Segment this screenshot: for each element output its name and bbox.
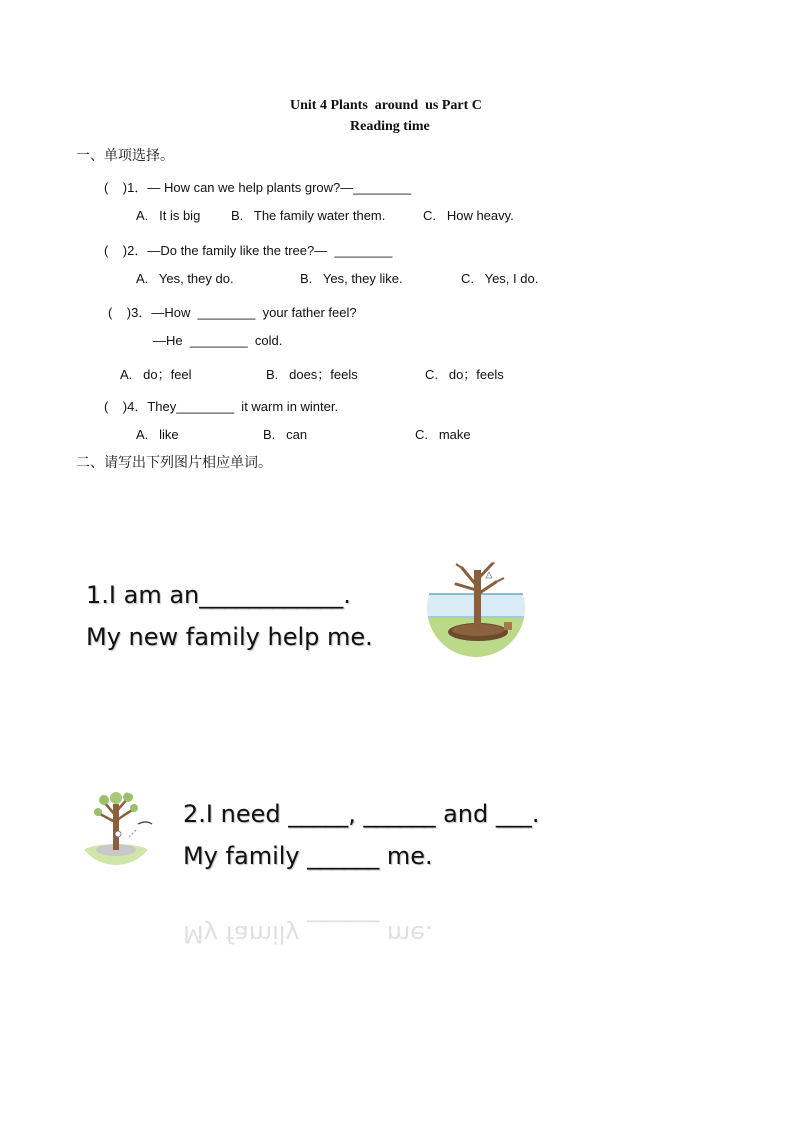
question-2: ( )2．—Do the family like the tree?— ________ — [104, 243, 393, 258]
item-1-line-2: My new family help me. — [86, 623, 373, 651]
item-1-line-1: 1.I am an____________. — [86, 581, 351, 609]
question-2-option-a: A. Yes, they do. — [136, 271, 234, 286]
question-1: ( )1．— How can we help plants grow?—________ — [104, 180, 412, 195]
question-3: ( )3．—How ________ your father feel? — [108, 305, 357, 320]
question-1-option-c: C. How heavy. — [423, 208, 514, 223]
item-2-line-2: My family ______ me. — [183, 842, 433, 870]
question-4-option-a: A. like — [136, 427, 179, 442]
item-2-reflection: My family ______ me. — [183, 920, 433, 948]
question-3-option-a: A. do；feel — [120, 367, 192, 382]
tree-planting-icon — [426, 558, 530, 658]
question-3-option-c: C. do；feels — [425, 367, 504, 382]
section-1-heading: 一、单项选择。 — [76, 147, 174, 163]
page-title: Unit 4 Plants around us Part C — [290, 98, 482, 113]
question-4-option-b: B. can — [263, 427, 308, 442]
question-3-line-2: —He ________ cold. — [153, 333, 283, 348]
question-3-option-b: B. does；feels — [266, 367, 358, 382]
item-2-line-1: 2.I need _____, ______ and ___. — [183, 800, 540, 828]
question-2-option-b: B. Yes, they like. — [300, 271, 403, 286]
section-2-heading: 二、请写出下列图片相应单词。 — [76, 454, 272, 470]
question-2-option-c: C. Yes, I do. — [461, 271, 539, 286]
question-4-option-c: C. make — [415, 427, 471, 442]
question-1-option-b: B. The family water them. — [231, 208, 386, 223]
watering-tree-icon — [76, 790, 156, 866]
page-subtitle: Reading time — [350, 119, 430, 134]
question-4: ( )4．They________ it warm in winter. — [104, 399, 339, 414]
question-1-option-a: A. It is big — [136, 208, 201, 223]
